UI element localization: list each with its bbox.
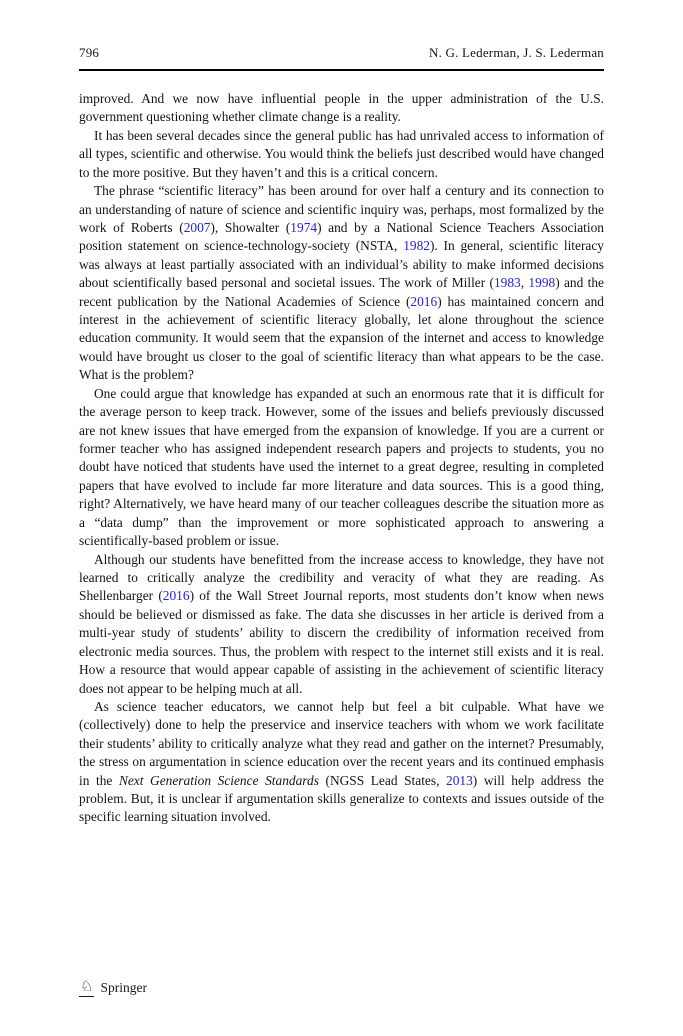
- paragraph: [79, 127, 604, 182]
- citation-year-link[interactable]: 1983: [493, 275, 521, 291]
- citation-year-link[interactable]: 2016: [410, 293, 438, 309]
- publisher-name: Springer: [100, 980, 147, 995]
- citation-year-link[interactable]: 1974: [290, 219, 318, 235]
- paragraph: [79, 385, 604, 551]
- page-number: 796: [79, 45, 100, 60]
- paragraph: [79, 698, 604, 827]
- text-run: improved. And we now have influential people in the upper administration of the U.S. government questioning whether climate change is a reality.: [79, 91, 604, 125]
- citation-year-link[interactable]: 2007: [183, 219, 211, 235]
- text-run: ) will help address the problem. But, it is unclear if argumentation skills generalize to contexts and issues outside of the specific learning situation involved.: [79, 772, 604, 825]
- text-run: ), Showalter (: [210, 219, 291, 235]
- text-run: ) and by a National Science Teachers Association position statement on science-technology-society (NSTA,: [79, 219, 604, 254]
- article-body: [79, 90, 604, 827]
- citation-year-link[interactable]: 2013: [446, 772, 473, 788]
- running-head-authors: N. G. Lederman, J. S. Lederman: [429, 45, 604, 60]
- citation-year-link[interactable]: 1998: [528, 275, 556, 291]
- citation-year-link[interactable]: 1982: [403, 238, 430, 254]
- paragraph: [79, 182, 604, 385]
- text-run: ) has maintained concern and interest in the achievement of scientific literacy globally, let alone throughout the science education community. It would seem that the expansion of the internet and access to knowledge would have brought us closer to the goal of scientific literacy than what appears to be the case. What is the problem?: [79, 293, 604, 383]
- text-run: It has been several decades since the general public has had unrivaled access to information of all types, scientific and otherwise. You would think the beliefs just described would have changed to the more positive. But they haven’t and this is a critical concern.: [79, 127, 604, 180]
- springer-knight-icon: ♘: [80, 979, 94, 995]
- text-run: As science teacher educators, we cannot help but feel a bit culpable. What have we (collectively) done to help the preservice and inservice teachers with whom we work facilitate their students’ ability to critically analyze what they read and gather on the internet? Presumably, the stress on argumentation in science education over the recent years and its continued emphasis in the: [79, 698, 604, 788]
- italic-run: Next Generation Science Standards: [118, 772, 319, 788]
- text-run: Although our students have benefitted from the increase access to knowledge, they have not learned to critically analyze the credibility and veracity of what they are reading. As Shellenbarger (: [79, 551, 604, 604]
- text-run: (NGSS Lead States,: [318, 772, 447, 788]
- text-run: ) and the recent publication by the National Academies of Science (: [79, 275, 604, 309]
- paragraph: [79, 90, 604, 127]
- text-run: The phrase “scientific literacy” has been around for over half a century and its connection to an understanding of nature of science and scientific inquiry was, perhaps, most formalized by the work of Roberts (: [79, 183, 604, 235]
- text-run: One could argue that knowledge has expanded at such an enormous rate that it is difficult for the average person to keep track. However, some of the issues and beliefs previously discussed are not knew issues that have emerged from the expansion of knowledge. If you are a current or former teacher who has assigned independent research papers and projects to students, you no doubt have noticed that students have used the internet to a great degree, resulting in completed papers that have evolved to include far more literature and data sources. This is a good thing, right? Alternatively, we have heard many of our teacher colleagues describe the situation more as a “data dump” than the improvement or more sophisticated approach to answering a scientifically-based problem or issue.: [79, 385, 604, 549]
- text-run: ). In general, scientific literacy was always at least partially associated with an individual’s ability to make informed decisions about scientifically based personal and societal issues. The work of Miller (: [79, 238, 605, 291]
- page-header: [79, 45, 604, 71]
- paragraph: [79, 551, 604, 698]
- text-run: ,: [520, 275, 529, 291]
- page-footer: [79, 979, 147, 996]
- text-run: ) of the Wall Street Journal reports, most students don’t know when news should be believed or dismissed as fake. The data she discusses in her article is derived from a multi-year study of students’ ability to discern the credibility of information received from electronic media sources. Thus, the problem with respect to the internet still exists and it is real. How a resource that would appear capable of assisting in the achievement of scientific literacy does not appear to be helping much at all.: [79, 588, 604, 696]
- citation-year-link[interactable]: 2016: [162, 588, 190, 604]
